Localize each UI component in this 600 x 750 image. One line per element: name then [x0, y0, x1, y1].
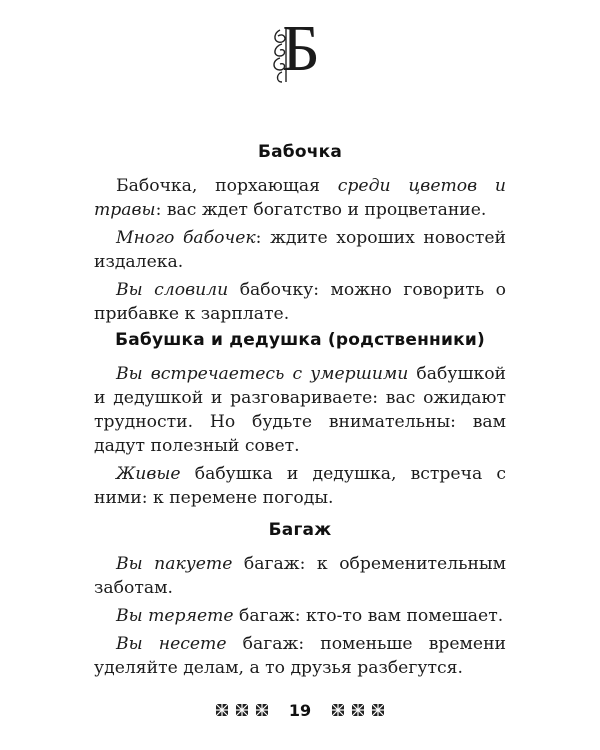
text-run: багаж: поменьше времени уделяйте делам, а то друзья разбегутся.: [94, 634, 506, 678]
text-run: багаж: кто-то вам помешает.: [233, 606, 504, 626]
italic-run: Вы теряете: [116, 606, 234, 626]
section-body: [94, 362, 506, 514]
paragraph: [94, 278, 506, 326]
ornament-icon: [235, 703, 249, 717]
section-heading: Багаж: [268, 520, 332, 540]
page-number: 19: [288, 700, 312, 720]
paragraph: [94, 552, 506, 600]
italic-run: среди цветов и травы: [94, 176, 506, 220]
section-heading: Бабочка: [257, 142, 343, 162]
section-body: [94, 174, 506, 330]
paragraph: [94, 226, 506, 274]
ornament-icon: [255, 703, 269, 717]
paragraph: [94, 362, 506, 458]
paragraph: [94, 604, 506, 628]
text-run: бабушкой и дедушкой и разговариваете: вас ожидают трудности. Но будьте внимательны: вам дадут полезный совет.: [94, 364, 507, 456]
section-heading: Бабушка и дедушка (родственники): [115, 330, 485, 350]
ornament-icon: [351, 703, 365, 717]
text-run: багаж: к обременительным заботам.: [94, 554, 506, 598]
paragraph: [94, 174, 506, 222]
ornament-icon: [371, 703, 385, 717]
initial-letter: Б: [282, 12, 320, 85]
text-run: : вас ждет богатство и процветание.: [155, 200, 487, 220]
ornament-icon: [215, 703, 229, 717]
italic-run: Вы несете: [116, 634, 227, 654]
page-footer: [0, 700, 600, 720]
paragraph: [94, 632, 506, 680]
italic-run: Вы пакуете: [116, 554, 233, 574]
decorative-initial: [268, 12, 332, 86]
section-body: [94, 552, 506, 684]
paragraph: [94, 462, 506, 510]
text-run: : ждите хороших новостей издалека.: [94, 228, 507, 272]
text-run: бабочку: можно говорить о прибавке к зарплате.: [94, 280, 506, 324]
ornament-icon: [331, 703, 345, 717]
text-run: бабушка и дедушка, встреча с ними: к перемене погоды.: [94, 464, 506, 508]
italic-run: Вы встречаетесь с умершими: [116, 364, 409, 384]
italic-run: Много бабочек: [116, 228, 256, 248]
italic-run: Живые: [116, 464, 181, 484]
text-run: Бабочка, порхающая: [116, 176, 338, 196]
italic-run: Вы словили: [116, 280, 229, 300]
